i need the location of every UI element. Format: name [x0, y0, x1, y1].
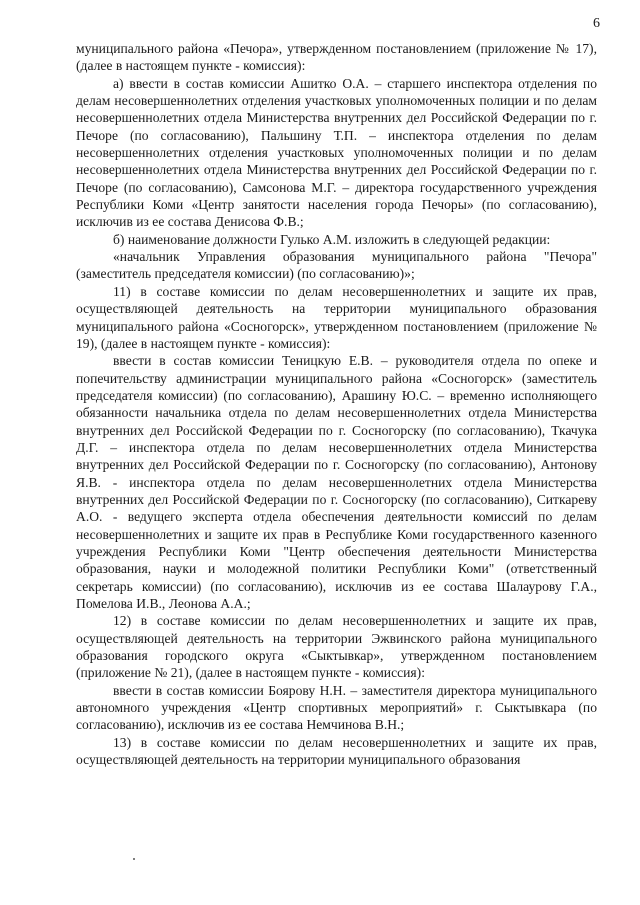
page-number: 6: [593, 16, 600, 31]
paragraph-item-b: б) наименование должности Гулько А.М. изложить в следующей редакции:: [113, 231, 551, 247]
paragraph-item-13: 13) в составе комиссии по делам несовершеннолетних и защите их прав, осуществляющей деятельность на территории муниципального образования: [76, 734, 597, 768]
scan-speck: [133, 858, 135, 860]
document-body: [76, 40, 597, 768]
paragraph-item-11: 11) в составе комиссии по делам несовершеннолетних и защите их прав, осуществляющей деятельность на территории муниципального образования муниципального района «Сосногорск», утвержденном постановлением (приложение № 19), (далее в настоящем пункте - комиссия):: [76, 283, 597, 351]
paragraph-item-12-members: ввести в состав комиссии Боярову Н.Н. – заместителя директора муниципального автономного учреждения «Центр спортивных мероприятий» г. Сыктывкара (по согласованию), исключив из ее состава Немчинова В.Н.;: [76, 682, 597, 733]
paragraph-quoted-position: «начальник Управления образования муниципального района "Печора" (заместитель председателя комиссии) (по согласованию)»;: [76, 249, 597, 282]
paragraph-item-11-members: ввести в состав комиссии Теницкую Е.В. – руководителя отдела по опеке и попечительству администрации муниципального района «Сосногорск» (заместитель председателя комиссии) (по согласованию), Арашину Ю.С. – временно исполняющего обязанности начальника отдела по делам несовершеннолетних отдела Министерства внутренних дел Российской Федерации по г. Сосногорску (по согласованию), Ткачука Д.Г. – инспектора отдела по делам несовершеннолетних отдела Министерства внутренних дел Российской Федерации по г. Сосногорску (по согласованию), Антонову Я.В. - инспектора отдела по делам несовершеннолетних отдела Министерства внутренних дел Российской Федерации по г. Сосногорску (по согласованию), Ситкареву А.О. - ведущего эксперта отдела обеспечения деятельности комиссий по делам несовершеннолетних и защите их прав в Республике Коми государственного казенного учреждения Республики Коми "Центр обеспечения деятельности Министерства образования, науки и молодежной политики Республики Коми" (ответственный секретарь комиссии) (по согласованию), исключив из ее состава Шалаурову Г.А., Помелова И.В., Леонова А.А.;: [76, 353, 597, 611]
paragraph-item-12: 12) в составе комиссии по делам несовершеннолетних и защите их прав, осуществляющей деятельность на территории Эжвинского района муниципального образования городского округа «Сыктывкар», утвержденном постановлением (приложение № 21), (далее в настоящем пункте - комиссия):: [76, 613, 597, 681]
paragraph-item-a: а) ввести в состав комиссии Ашитко О.А. – старшего инспектора отделения по делам несовершеннолетних отделения участковых уполномоченных полиции и по делам несовершеннолетних отдела Министерства внутренних дел Российской Федерации по г. Печоре (по согласованию), Пальшину Т.П. – инспектора отделения по делам несовершеннолетних отделения участковых уполномоченных полиции и по делам несовершеннолетних отдела Министерства внутренних дел Российской Федерации по г. Печоре (по согласованию), Самсонова М.Г. – директора государственного учреждения Республики Коми «Центр занятости населения города Печоры» (по согласованию), исключив из ее состава Денисова Ф.В.;: [76, 75, 597, 230]
paragraph-continuation: муниципального района «Печора», утвержденном постановлением (приложение № 17), (далее в настоящем пункте - комиссия):: [76, 41, 597, 74]
